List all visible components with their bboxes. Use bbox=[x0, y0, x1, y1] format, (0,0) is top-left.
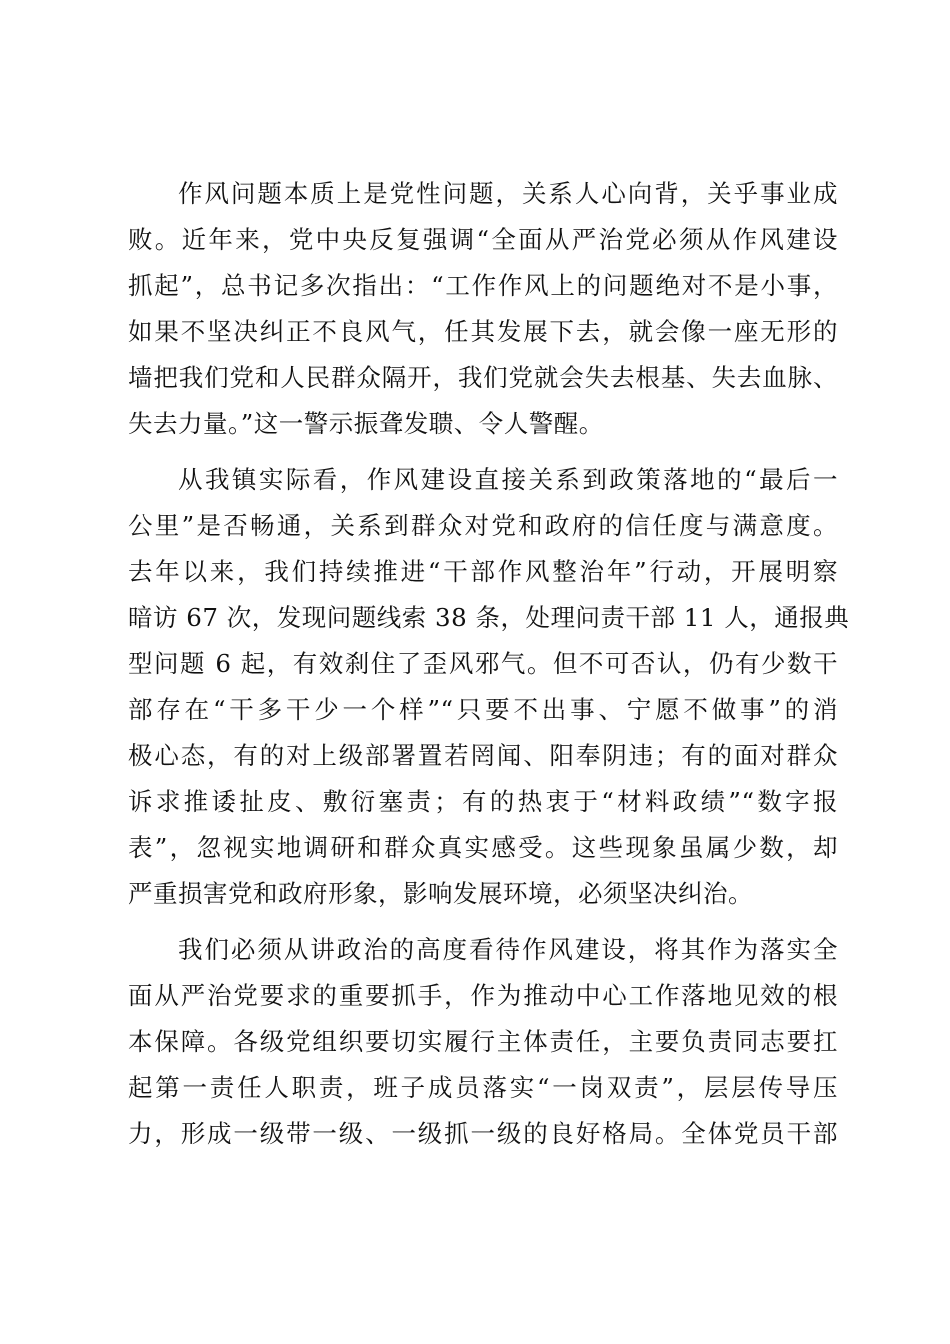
paragraph-line: 从我镇实际看，作风建设直接关系到政策落地的“最后一 bbox=[178, 465, 838, 494]
paragraph-1 bbox=[128, 171, 838, 447]
paragraph-line: 本保障。各级党组织要切实履行主体责任，主要负责同志要扛 bbox=[128, 1027, 838, 1056]
paragraph-line: 表”，忽视实地调研和群众真实感受。这些现象虽属少数，却 bbox=[128, 833, 838, 862]
paragraph-line: 型问题 6 起，有效刹住了歪风邪气。但不可否认，仍有少数干 bbox=[128, 649, 838, 678]
paragraph-line: 严重损害党和政府形象，影响发展环境，必须坚决纠治。 bbox=[128, 879, 753, 908]
paragraph-line: 极心态，有的对上级部署置若罔闻、阳奉阴违；有的面对群众 bbox=[128, 741, 838, 770]
document-page bbox=[128, 171, 850, 1167]
paragraph-line: 起第一责任人职责，班子成员落实“一岗双责”，层层传导压 bbox=[128, 1073, 838, 1102]
paragraph-line: 暗访 67 次，发现问题线索 38 条，处理问责干部 11 人，通报典 bbox=[128, 603, 850, 632]
paragraph-line: 作风问题本质上是党性问题，关系人心向背，关乎事业成 bbox=[178, 179, 838, 208]
paragraph-line: 墙把我们党和人民群众隔开，我们党就会失去根基、失去血脉、 bbox=[128, 363, 838, 392]
paragraph-line: 去年以来，我们持续推进“干部作风整治年”行动，开展明察 bbox=[128, 557, 838, 586]
paragraph-line: 失去力量。”这一警示振聋发聩、令人警醒。 bbox=[128, 409, 604, 438]
paragraph-line: 诉求推诿扯皮、敷衍塞责；有的热衷于“材料政绩”“数字报 bbox=[128, 787, 838, 816]
paragraph-line: 败。近年来，党中央反复强调“全面从严治党必须从作风建设 bbox=[128, 225, 838, 254]
paragraph-line: 我们必须从讲政治的高度看待作风建设，将其作为落实全 bbox=[178, 935, 838, 964]
paragraph-line: 部存在“干多干少一个样”“只要不出事、宁愿不做事”的消 bbox=[128, 695, 838, 724]
paragraph-3 bbox=[128, 927, 838, 1157]
paragraph-line: 抓起”，总书记多次指出：“工作作风上的问题绝对不是小事， bbox=[128, 271, 838, 300]
paragraph-2 bbox=[128, 457, 850, 917]
paragraph-line: 面从严治党要求的重要抓手，作为推动中心工作落地见效的根 bbox=[128, 981, 838, 1010]
paragraph-line: 公里”是否畅通，关系到群众对党和政府的信任度与满意度。 bbox=[128, 511, 838, 540]
paragraph-line: 力，形成一级带一级、一级抓一级的良好格局。全体党员干部 bbox=[128, 1119, 838, 1148]
paragraph-line: 如果不坚决纠正不良风气，任其发展下去，就会像一座无形的 bbox=[128, 317, 838, 346]
